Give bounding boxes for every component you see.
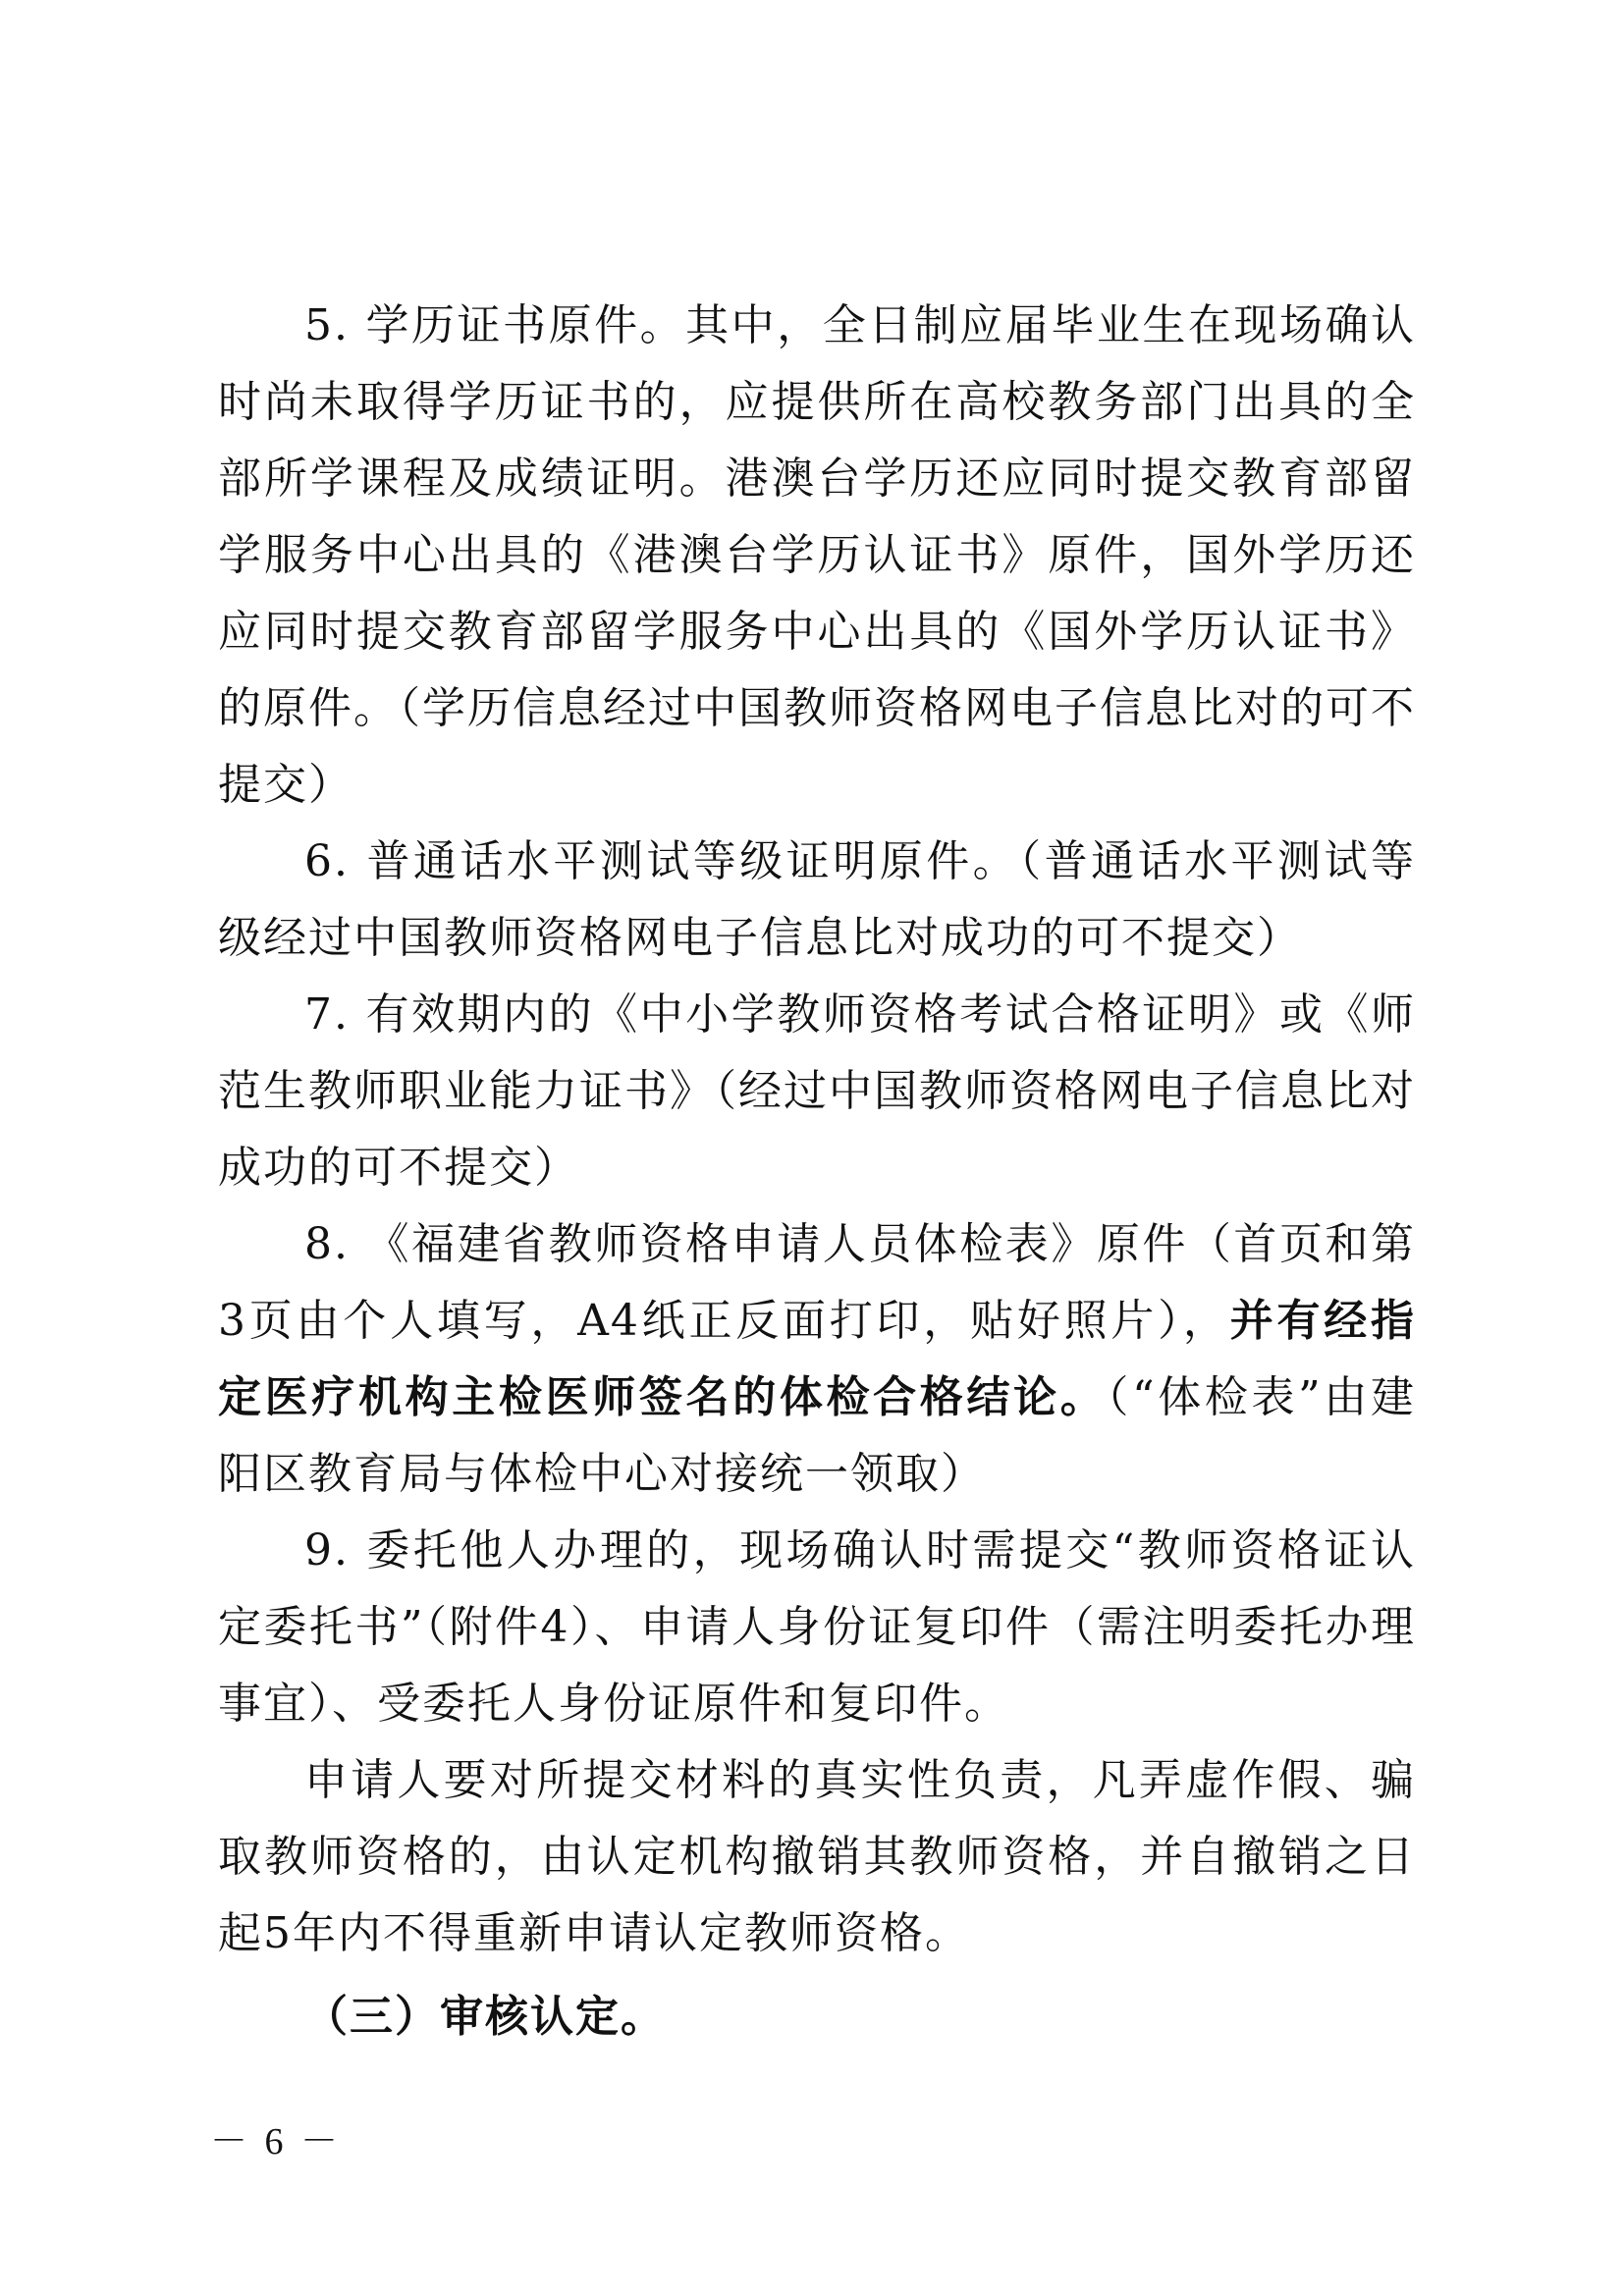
paragraph-item-6: 6. 普通话水平测试等级证明原件。（普通话水平测试等级经过中国教师资格网电子信息比对成功的可不提交） — [218, 836, 1416, 963]
paragraph-item-9: 9. 委托他人办理的，现场确认时需提交“教师资格证认定委托书”（附件4）、申请人身份证复印件（需注明委托办理事宜）、受委托人身份证原件和复印件。 — [218, 1525, 1416, 1729]
paragraph-item-5: 5. 学历证书原件。其中，全日制应届毕业生在现场确认时尚未取得学历证书的，应提供所在高校教务部门出具的全部所学课程及成绩证明。港澳台学历还应同时提交教育部留学服务中心出具的《港澳台学历认证书》原件，国外学历还应同时提交教育部留学服务中心出具的《国外学历认证书》的原件。（学历信息经过中国教师资格网电子信息比对的可不提交） — [218, 300, 1416, 810]
page-number: － 6 － — [210, 2121, 343, 2163]
paragraph-item-8-text-b: （“体检表”由建阳区教育局与体检中心对接统一领取） — [218, 1372, 1416, 1499]
section-heading: （三）审核认定。 — [304, 1992, 666, 2042]
paragraph-item-7: 7. 有效期内的《中小学教师资格考试合格证明》或《师范生教师职业能力证书》（经过中国教师资格网电子信息比对成功的可不提交） — [218, 989, 1416, 1193]
paragraph-item-8-bold-text: 并有经指定医疗机构主检医师签名的体检合格结论。 — [218, 1296, 1417, 1422]
paragraph-item-8 — [218, 1206, 1416, 1513]
paragraph-item-8-text-a: 8. 《福建省教师资格申请人员体检表》原件（首页和第3页由个人填写，A4纸正反面打印，贴好照片）， — [218, 1219, 1416, 1346]
paragraph-applicant-responsibility: 申请人要对所提交材料的真实性负责，凡弄虚作假、骗取教师资格的，由认定机构撤销其教师资格，并自撤销之日起5年内不得重新申请认定教师资格。 — [218, 1755, 1416, 1958]
document-body — [218, 288, 1416, 2056]
